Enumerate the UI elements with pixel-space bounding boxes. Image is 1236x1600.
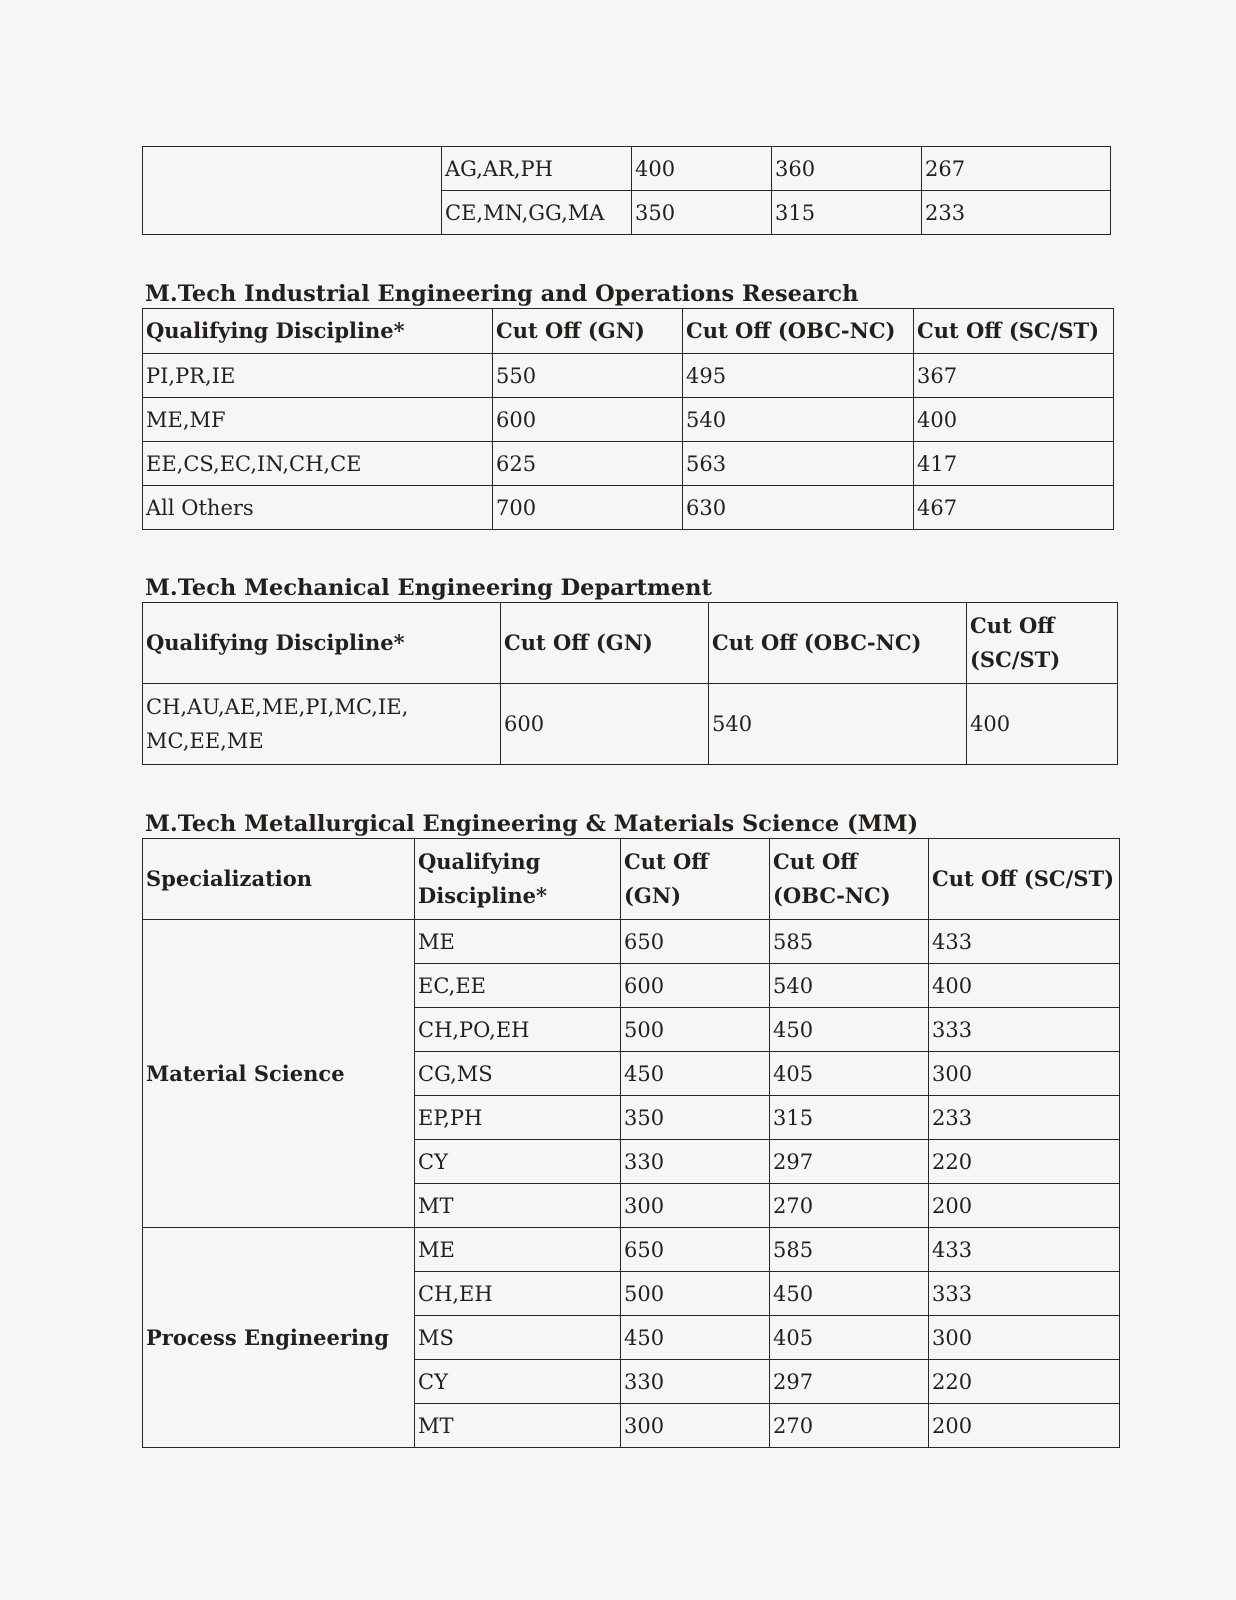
cutoff-obc-cell: 495 — [683, 354, 914, 398]
cutoff-scst-cell: 467 — [914, 486, 1114, 530]
empty-cell — [143, 147, 442, 235]
table-row — [143, 920, 1120, 964]
column-header: Cut Off (GN) — [493, 309, 683, 354]
discipline-cell: EP,PH — [415, 1096, 621, 1140]
cutoff-scst-cell: 300 — [929, 1052, 1120, 1096]
cutoff-gn-cell: 350 — [621, 1096, 770, 1140]
specialization-cell: Process Engineering — [143, 1228, 415, 1448]
discipline-cell: CY — [415, 1360, 621, 1404]
discipline-cell: ME — [415, 920, 621, 964]
column-header: Cut Off (GN) — [621, 839, 770, 920]
cutoff-scst-cell: 233 — [929, 1096, 1120, 1140]
cutoff-scst-cell: 433 — [929, 920, 1120, 964]
column-header: Qualifying Discipline* — [143, 309, 493, 354]
cutoff-obc-cell: 297 — [770, 1360, 929, 1404]
cutoff-scst-cell: 267 — [922, 147, 1111, 191]
discipline-cell: CE,MN,GG,MA — [442, 191, 632, 235]
section-title-ieor: M.Tech Industrial Engineering and Operations Research — [145, 281, 859, 307]
cutoff-scst-cell: 233 — [922, 191, 1111, 235]
ieor-cutoff-table — [142, 308, 1114, 530]
table-row — [143, 1228, 1120, 1272]
table-row — [143, 398, 1114, 442]
cutoff-scst-cell: 333 — [929, 1272, 1120, 1316]
specialization-cell: Material Science — [143, 920, 415, 1228]
cutoff-gn-cell: 550 — [493, 354, 683, 398]
discipline-cell: AG,AR,PH — [442, 147, 632, 191]
cutoff-scst-cell: 220 — [929, 1360, 1120, 1404]
discipline-cell: ME — [415, 1228, 621, 1272]
discipline-cell: PI,PR,IE — [143, 354, 493, 398]
discipline-cell: CH,PO,EH — [415, 1008, 621, 1052]
table-row — [143, 354, 1114, 398]
cutoff-gn-cell: 330 — [621, 1140, 770, 1184]
cutoff-gn-cell: 350 — [632, 191, 772, 235]
table-row — [143, 442, 1114, 486]
cutoff-gn-cell: 650 — [621, 920, 770, 964]
continued-cutoff-table — [142, 146, 1111, 235]
cutoff-obc-cell: 297 — [770, 1140, 929, 1184]
cutoff-obc-cell: 540 — [770, 964, 929, 1008]
cutoff-gn-cell: 400 — [632, 147, 772, 191]
cutoff-scst-cell: 400 — [967, 684, 1118, 765]
header-row — [143, 839, 1120, 920]
cutoff-scst-cell: 400 — [929, 964, 1120, 1008]
mechanical-cutoff-table — [142, 602, 1118, 765]
cutoff-gn-cell: 600 — [621, 964, 770, 1008]
discipline-cell: CY — [415, 1140, 621, 1184]
column-header: Cut Off (OBC-NC) — [683, 309, 914, 354]
cutoff-gn-cell: 500 — [621, 1272, 770, 1316]
cutoff-obc-cell: 315 — [772, 191, 922, 235]
cutoff-obc-cell: 315 — [770, 1096, 929, 1140]
discipline-cell: MT — [415, 1404, 621, 1448]
cutoff-scst-cell: 417 — [914, 442, 1114, 486]
discipline-cell: EC,EE — [415, 964, 621, 1008]
cutoff-obc-cell: 585 — [770, 1228, 929, 1272]
cutoff-scst-cell: 400 — [914, 398, 1114, 442]
column-header: Cut Off (SC/ST) — [914, 309, 1114, 354]
cutoff-scst-cell: 220 — [929, 1140, 1120, 1184]
header-row — [143, 309, 1114, 354]
column-header: Qualifying Discipline* — [143, 603, 501, 684]
cutoff-gn-cell: 450 — [621, 1052, 770, 1096]
column-header: Cut Off (OBC-NC) — [770, 839, 929, 920]
column-header: Specialization — [143, 839, 415, 920]
cutoff-gn-cell: 450 — [621, 1316, 770, 1360]
discipline-cell: CG,MS — [415, 1052, 621, 1096]
cutoff-gn-cell: 500 — [621, 1008, 770, 1052]
cutoff-obc-cell: 450 — [770, 1272, 929, 1316]
column-header: Cut Off (SC/ST) — [967, 603, 1118, 684]
cutoff-scst-cell: 200 — [929, 1404, 1120, 1448]
cutoff-obc-cell: 563 — [683, 442, 914, 486]
table-row — [143, 486, 1114, 530]
cutoff-gn-cell: 600 — [493, 398, 683, 442]
cutoff-gn-cell: 300 — [621, 1404, 770, 1448]
cutoff-obc-cell: 405 — [770, 1052, 929, 1096]
cutoff-obc-cell: 585 — [770, 920, 929, 964]
table-row — [143, 684, 1118, 765]
section-title-metallurgical: M.Tech Metallurgical Engineering & Materials Science (MM) — [145, 811, 919, 837]
cutoff-obc-cell: 360 — [772, 147, 922, 191]
cutoff-obc-cell: 405 — [770, 1316, 929, 1360]
cutoff-scst-cell: 367 — [914, 354, 1114, 398]
column-header: Cut Off (OBC-NC) — [709, 603, 967, 684]
discipline-cell: MT — [415, 1184, 621, 1228]
cutoff-obc-cell: 270 — [770, 1184, 929, 1228]
header-row — [143, 603, 1118, 684]
column-header: Qualifying Discipline* — [415, 839, 621, 920]
table-row — [143, 147, 1111, 191]
column-header: Cut Off (GN) — [501, 603, 709, 684]
cutoff-scst-cell: 200 — [929, 1184, 1120, 1228]
cutoff-gn-cell: 600 — [501, 684, 709, 765]
cutoff-obc-cell: 540 — [683, 398, 914, 442]
cutoff-scst-cell: 300 — [929, 1316, 1120, 1360]
cutoff-obc-cell: 630 — [683, 486, 914, 530]
cutoff-gn-cell: 330 — [621, 1360, 770, 1404]
discipline-cell: ME,MF — [143, 398, 493, 442]
discipline-cell: CH,AU,AE,ME,PI,MC,IE, MC,EE,ME — [143, 684, 501, 765]
discipline-cell: All Others — [143, 486, 493, 530]
column-header: Cut Off (SC/ST) — [929, 839, 1120, 920]
cutoff-scst-cell: 433 — [929, 1228, 1120, 1272]
cutoff-gn-cell: 300 — [621, 1184, 770, 1228]
discipline-cell: CH,EH — [415, 1272, 621, 1316]
discipline-cell: EE,CS,EC,IN,CH,CE — [143, 442, 493, 486]
cutoff-scst-cell: 333 — [929, 1008, 1120, 1052]
cutoff-gn-cell: 700 — [493, 486, 683, 530]
metallurgical-cutoff-table — [142, 838, 1120, 1448]
cutoff-obc-cell: 540 — [709, 684, 967, 765]
cutoff-obc-cell: 270 — [770, 1404, 929, 1448]
cutoff-gn-cell: 625 — [493, 442, 683, 486]
cutoff-obc-cell: 450 — [770, 1008, 929, 1052]
cutoff-gn-cell: 650 — [621, 1228, 770, 1272]
section-title-mechanical: M.Tech Mechanical Engineering Department — [145, 575, 712, 601]
discipline-cell: MS — [415, 1316, 621, 1360]
